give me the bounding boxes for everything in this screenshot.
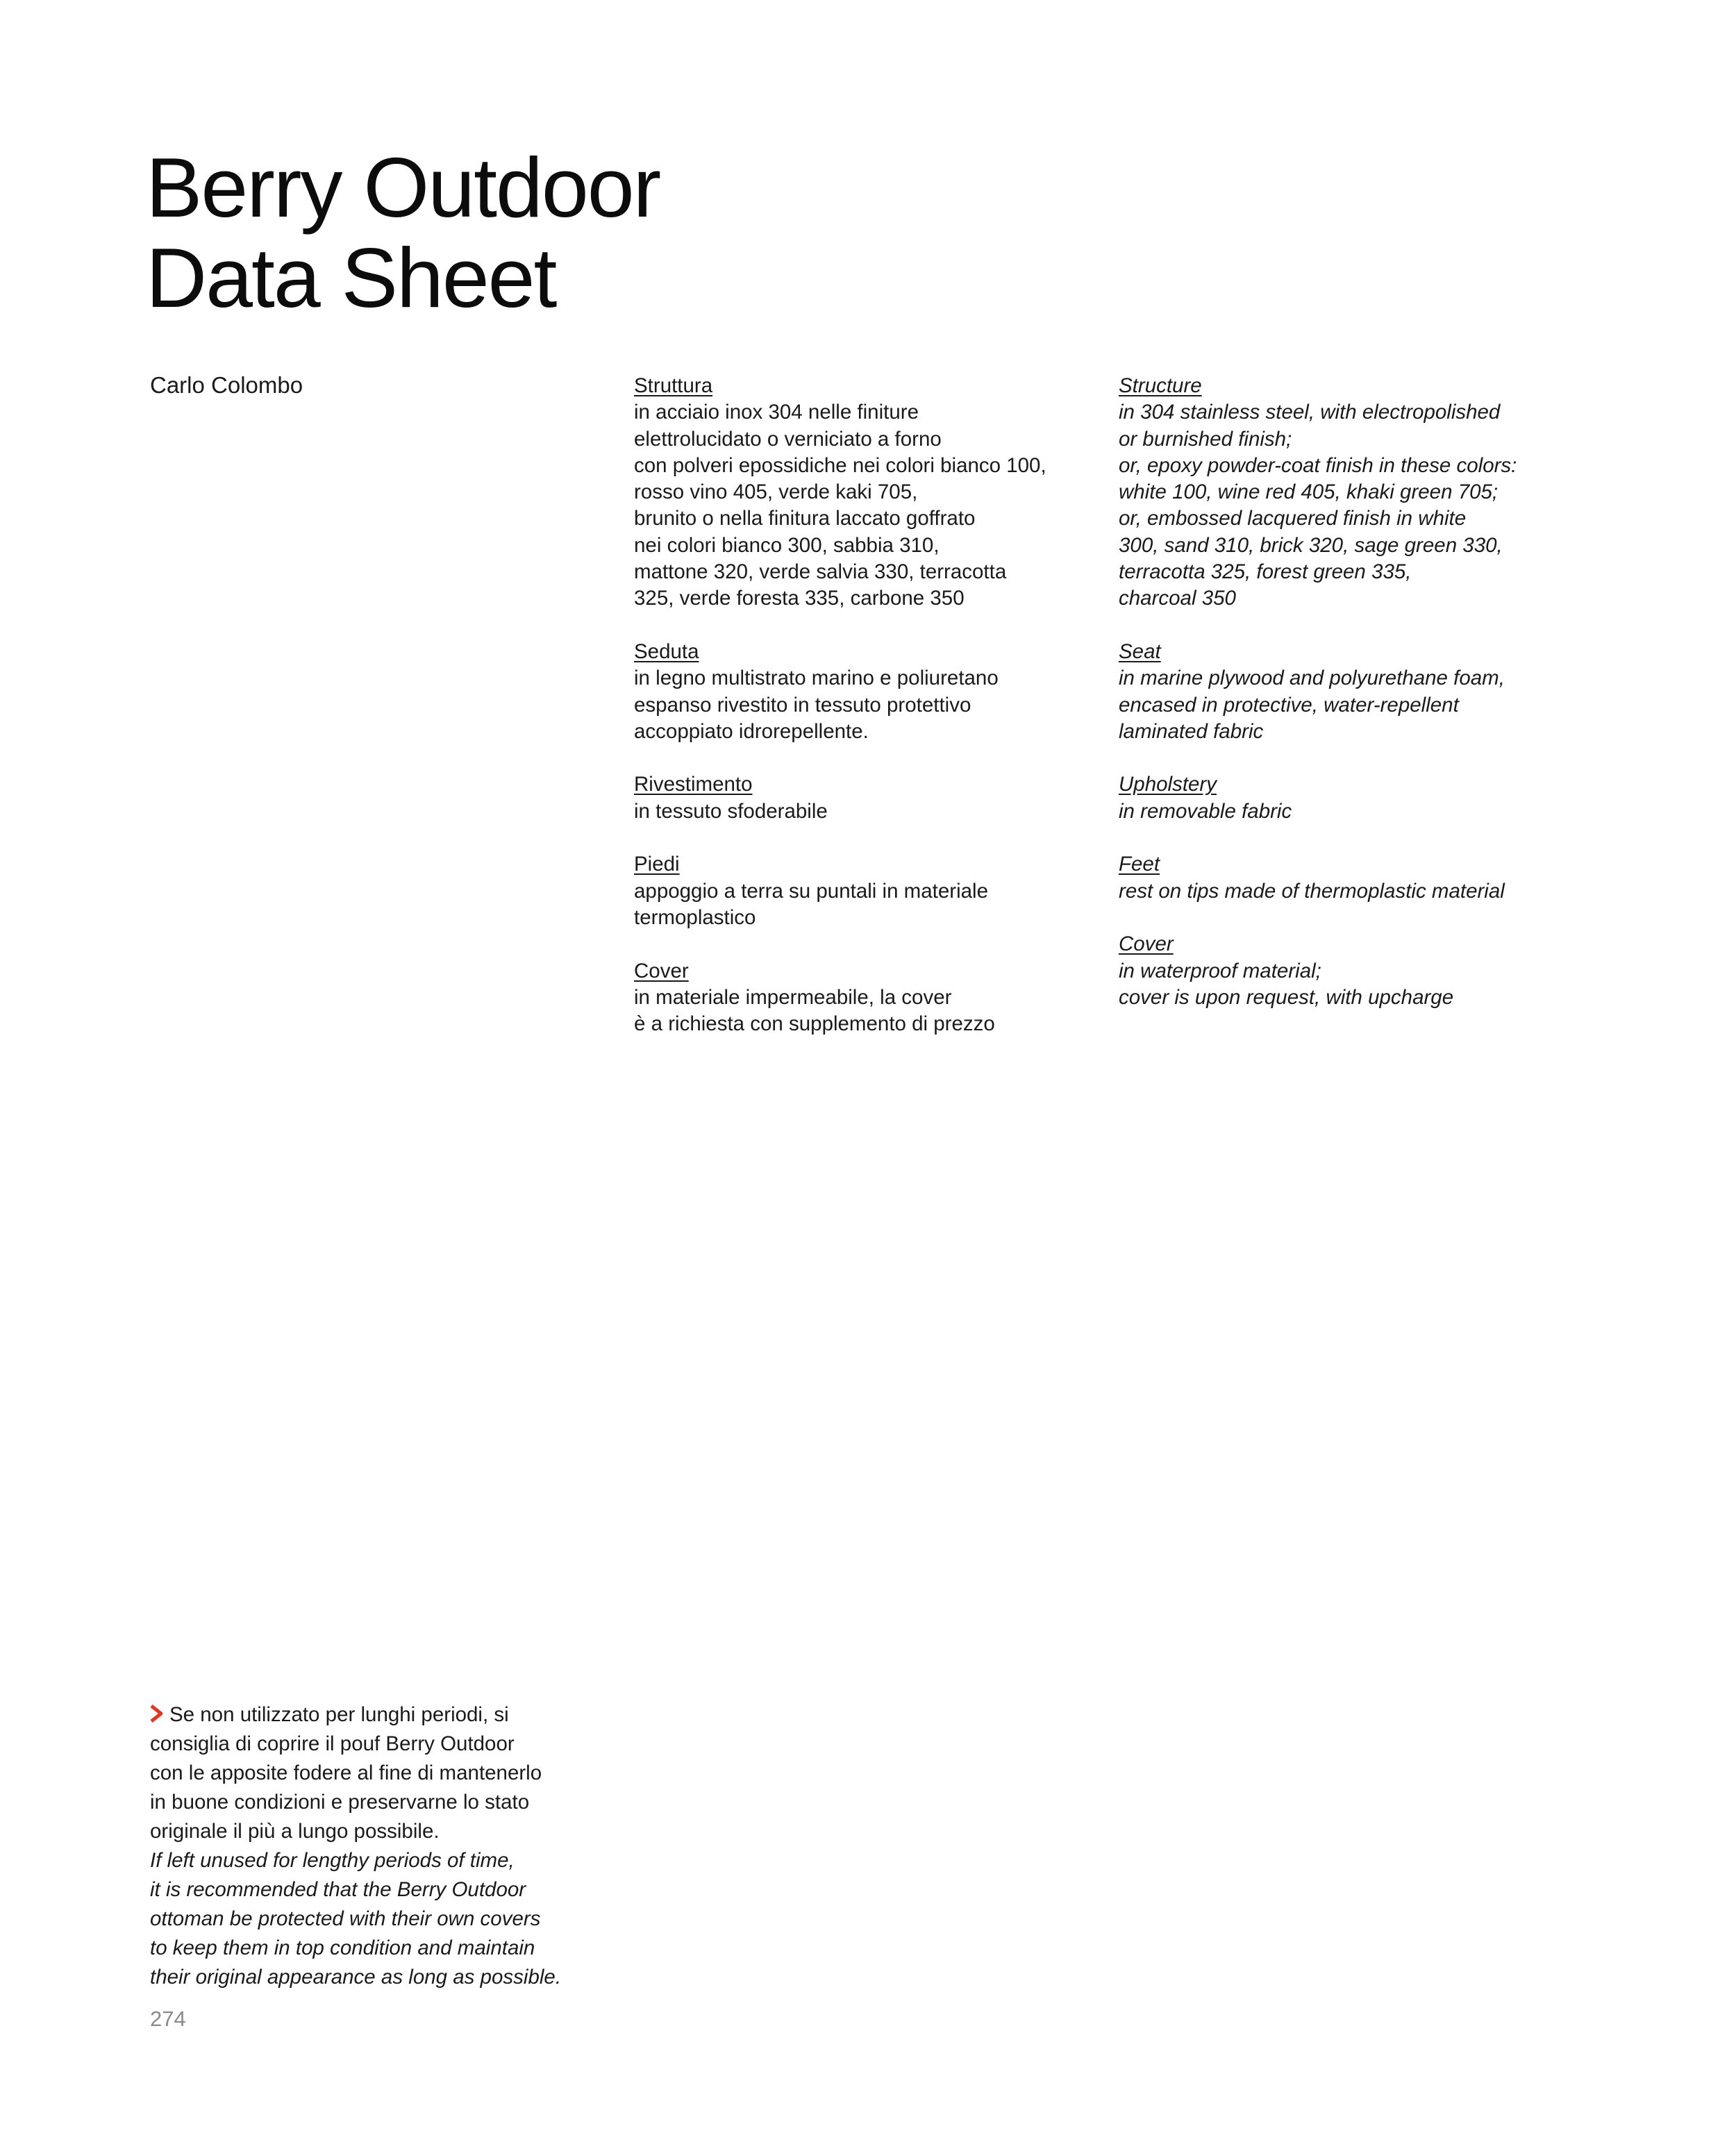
spec-heading: Structure: [1119, 374, 1202, 397]
spec-line: or, embossed lacquered finish in white: [1119, 507, 1467, 530]
care-note-english: [150, 1846, 636, 1992]
note-line: consiglia di coprire il pouf Berry Outdoor: [150, 1732, 515, 1755]
spec-line: nei colori bianco 300, sabbia 310,: [634, 533, 940, 557]
arrow-right-icon: [150, 1705, 162, 1723]
spec-line: or burnished finish;: [1119, 427, 1292, 451]
italian-specs: [634, 373, 1113, 1064]
care-note-italian: [150, 1700, 636, 1846]
spec-heading: Upholstery: [1119, 773, 1217, 796]
spec-line: or, epoxy powder-coat finish in these colors:: [1119, 453, 1517, 477]
spec-line: 325, verde foresta 335, carbone 350: [634, 587, 965, 610]
spec-line: in legno multistrato marino e poliuretano: [634, 667, 999, 690]
spec-heading: Struttura: [634, 374, 713, 397]
spec-line: è a richiesta con supplemento di prezzo: [634, 1012, 995, 1036]
spec-line: con polveri epossidiche nei colori bianco 100,: [634, 453, 1046, 477]
spec-heading: Rivestimento: [634, 773, 753, 796]
spec-line: laminated fabric: [1119, 719, 1264, 743]
spec-line: in 304 stainless steel, with electropolished: [1119, 401, 1501, 424]
spec-line: in acciaio inox 304 nelle finiture: [634, 401, 919, 424]
spec-section-rivestimento: [634, 771, 1113, 825]
spec-section-structure: [1119, 373, 1605, 612]
spec-heading: Cover: [1119, 932, 1174, 956]
spec-section-seat: [1119, 639, 1605, 745]
spec-section-seduta: [634, 639, 1113, 745]
spec-heading: Piedi: [634, 853, 680, 876]
spec-heading: Feet: [1119, 853, 1160, 876]
spec-line: white 100, wine red 405, khaki green 705;: [1119, 480, 1499, 504]
spec-section-upholstery: [1119, 771, 1605, 825]
spec-line: rosso vino 405, verde kaki 705,: [634, 480, 918, 504]
spec-line: elettrolucidato o verniciato a forno: [634, 427, 942, 451]
spec-line: mattone 320, verde salvia 330, terracotta: [634, 560, 1007, 584]
spec-line: espanso rivestito in tessuto protettivo: [634, 693, 971, 717]
spec-line: accoppiato idrorepellente.: [634, 719, 869, 743]
spec-line: in materiale impermeabile, la cover: [634, 985, 952, 1009]
spec-section-cover: [634, 958, 1113, 1038]
note-text: Se non utilizzato per lunghi periodi, si: [169, 1703, 509, 1726]
note-line: ottoman be protected with their own covers: [150, 1907, 541, 1930]
spec-line: encased in protective, water-repellent: [1119, 693, 1459, 717]
spec-heading: Seduta: [634, 639, 699, 663]
spec-line: terracotta 325, forest green 335,: [1119, 560, 1412, 584]
care-note: [150, 1700, 636, 1992]
page-number: 274: [150, 2007, 186, 2031]
note-line: it is recommended that the Berry Outdoor: [150, 1878, 526, 1901]
title-line-1: Berry Outdoor: [146, 140, 660, 235]
spec-line: charcoal 350: [1119, 587, 1236, 610]
page-title: [146, 142, 660, 323]
note-line: con le apposite fodere al fine di mantenerlo: [150, 1761, 542, 1784]
title-line-2: Data Sheet: [146, 231, 556, 325]
note-line: [150, 1700, 636, 1730]
spec-line: rest on tips made of thermoplastic material: [1119, 879, 1505, 903]
spec-section-cover-en: [1119, 931, 1605, 1011]
spec-section-struttura: [634, 373, 1113, 612]
designer-name: Carlo Colombo: [150, 372, 303, 398]
note-line: to keep them in top condition and maintain: [150, 1936, 535, 1959]
spec-line: in waterproof material;: [1119, 959, 1321, 982]
spec-line: brunito o nella finitura laccato goffrato: [634, 507, 976, 530]
english-specs: [1119, 373, 1605, 1037]
spec-line: in marine plywood and polyurethane foam,: [1119, 667, 1505, 690]
spec-heading: Cover: [634, 959, 689, 982]
note-line: their original appearance as long as possible.: [150, 1966, 562, 1989]
spec-heading: Seat: [1119, 639, 1161, 663]
spec-line: in tessuto sfoderabile: [634, 799, 828, 823]
note-line: in buone condizioni e preservarne lo stato: [150, 1791, 530, 1814]
spec-line: 300, sand 310, brick 320, sage green 330,: [1119, 533, 1503, 557]
spec-section-feet: [1119, 851, 1605, 905]
spec-line: in removable fabric: [1119, 799, 1292, 823]
note-line: If left unused for lengthy periods of time,: [150, 1849, 515, 1872]
spec-section-piedi: [634, 851, 1113, 931]
spec-line: appoggio a terra su puntali in materiale: [634, 879, 989, 903]
spec-line: cover is upon request, with upcharge: [1119, 985, 1454, 1009]
note-line: originale il più a lungo possibile.: [150, 1820, 440, 1843]
spec-line: termoplastico: [634, 905, 756, 929]
